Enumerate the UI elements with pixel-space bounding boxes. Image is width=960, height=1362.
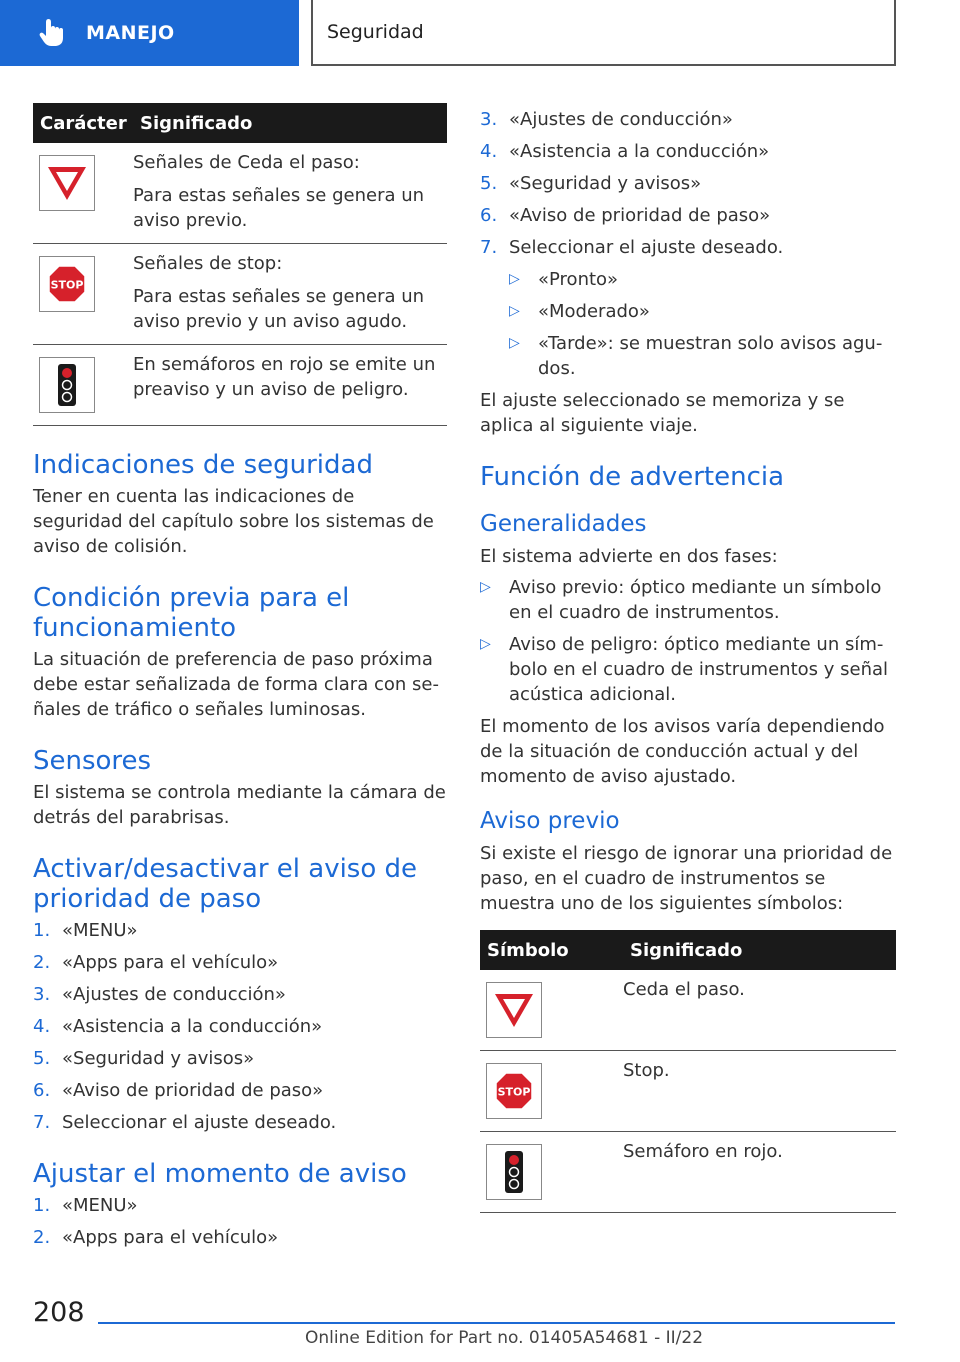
list-item: ▷ Aviso de peligro: óptico mediante un símbolo en el cuadro de instrumentos y señal acústica adicional.: [480, 634, 889, 705]
sensors-text: El sistema se controla mediante la cámara de detrás del parabrisas.: [33, 782, 446, 828]
row-text: Señales de stop:: [133, 253, 283, 274]
chapter-tab-label: MANEJO: [86, 22, 175, 44]
moment-text: El momento de los avisos varía dependiendo de la situación de conducción actual y del momento de aviso ajustado.: [480, 716, 885, 787]
traffic-light-icon: [486, 1144, 542, 1200]
warning-phases: [480, 575, 896, 707]
precondition-text: La situación de preferencia de paso próxima debe estar señalizada de forma clara con señales de tráfico o señales luminosas.: [33, 649, 439, 720]
right-column: [480, 103, 896, 1213]
heading-prewarning: Aviso previo: [480, 808, 620, 834]
list-item: 1. «MENU»: [33, 920, 138, 941]
row-text: Semáforo en rojo.: [623, 1141, 783, 1162]
traffic-light-icon: [39, 357, 95, 413]
section-title: Seguridad: [311, 0, 896, 66]
left-column: [33, 103, 447, 1257]
table-row: [480, 970, 896, 1051]
table-header-meaning: Significado: [623, 930, 896, 970]
list-item: 5. «Seguridad y avisos»: [480, 173, 702, 194]
list-item: 7. Seleccionar el ajuste deseado.: [480, 237, 784, 258]
yield-sign-icon: [39, 155, 95, 211]
list-item: 4. «Asistencia a la conducción»: [33, 1016, 323, 1037]
table-row: [480, 1051, 896, 1132]
table-header-row: [480, 930, 896, 970]
safety-text: Tener en cuenta las indicaciones de seguridad del capítulo sobre los sistemas de aviso de colisión.: [33, 486, 434, 557]
table-row: [33, 143, 447, 244]
list-item: 3. «Ajustes de conducción»: [480, 109, 733, 130]
row-text: Para estas señales se genera un aviso previo y un aviso agudo.: [133, 286, 425, 332]
table-header-row: [33, 103, 447, 143]
row-text: En semáforos en rojo se emite un preaviso y un aviso de peligro.: [133, 354, 436, 400]
triangle-bullet-icon: ▷: [509, 271, 520, 287]
list-item: ▷ «Pronto»: [509, 269, 619, 290]
triangle-bullet-icon: ▷: [509, 303, 520, 319]
triangle-bullet-icon: ▷: [480, 636, 491, 652]
table-row: [480, 1132, 896, 1213]
symbol-table: [480, 930, 896, 1213]
table-header-symbol: Símbolo: [480, 930, 623, 970]
yield-sign-icon: [486, 982, 542, 1038]
list-item: 1. «MENU»: [33, 1195, 138, 1216]
prewarning-text: Si existe el riesgo de ignorar una prioridad de paso, en el cuadro de instrumentos se muestra uno de los siguientes símbolos:: [480, 843, 893, 914]
triangle-bullet-icon: ▷: [480, 579, 491, 595]
list-item: 6. «Aviso de prioridad de paso»: [33, 1080, 324, 1101]
list-item: ▷ Aviso previo: óptico mediante un símbolo en el cuadro de instrumentos.: [480, 577, 882, 623]
list-item: 7. Seleccionar el ajuste deseado.: [33, 1112, 337, 1133]
chapter-tab[interactable]: [0, 0, 299, 66]
list-item: 6. «Aviso de prioridad de paso»: [480, 205, 771, 226]
list-item: 3. «Ajustes de conducción»: [33, 984, 286, 1005]
row-text: Stop.: [623, 1060, 670, 1081]
footer-divider: [98, 1322, 895, 1324]
timing-steps-continued: [480, 107, 896, 260]
triangle-bullet-icon: ▷: [509, 335, 520, 351]
heading-general: Generalidades: [480, 511, 647, 537]
hand-pointer-icon: [36, 17, 68, 49]
stop-sign-icon: [486, 1063, 542, 1119]
list-item: 5. «Seguridad y avisos»: [33, 1048, 255, 1069]
table-row: [33, 244, 447, 345]
heading-activate: Activar/desactivar el aviso de prioridad de paso: [33, 854, 418, 914]
heading-safety: Indicaciones de seguridad: [33, 450, 373, 480]
table-header-meaning: Significado: [133, 103, 447, 143]
timing-options: [509, 267, 896, 381]
general-text: El sistema advierte en dos fases:: [480, 546, 778, 567]
edition-text[interactable]: Online Edition for Part no. 01405A54681 - II/22: [305, 1328, 704, 1348]
list-item: 2. «Apps para el vehículo»: [33, 952, 279, 973]
svg-text:STOP: STOP: [50, 278, 84, 292]
list-item: ▷ «Tarde»: se muestran solo avisos agudos.: [509, 333, 883, 379]
list-item: 2. «Apps para el vehículo»: [33, 1227, 279, 1248]
row-text: Señales de Ceda el paso:: [133, 152, 360, 173]
heading-warning: Función de advertencia: [480, 462, 785, 492]
page-header: [0, 0, 960, 66]
heading-sensors: Sensores: [33, 746, 152, 776]
table-header-character: Carácter: [33, 103, 133, 143]
list-item: 4. «Asistencia a la conducción»: [480, 141, 770, 162]
character-table: [33, 103, 447, 426]
timing-steps: [33, 1193, 447, 1250]
table-row: [33, 345, 447, 426]
row-text: Para estas señales se genera un aviso previo.: [133, 185, 425, 231]
memo-text: El ajuste seleccionado se memoriza y se aplica al siguiente viaje.: [480, 390, 845, 436]
heading-timing: Ajustar el momento de aviso: [33, 1159, 407, 1189]
list-item: ▷ «Moderado»: [509, 301, 650, 322]
activate-steps: [33, 918, 447, 1135]
svg-text:STOP: STOP: [497, 1085, 531, 1099]
row-text: Ceda el paso.: [623, 979, 745, 1000]
stop-sign-icon: [39, 256, 95, 312]
heading-precondition: Condición previa para el funcionamiento: [33, 583, 350, 643]
page-number: 208: [33, 1297, 85, 1328]
